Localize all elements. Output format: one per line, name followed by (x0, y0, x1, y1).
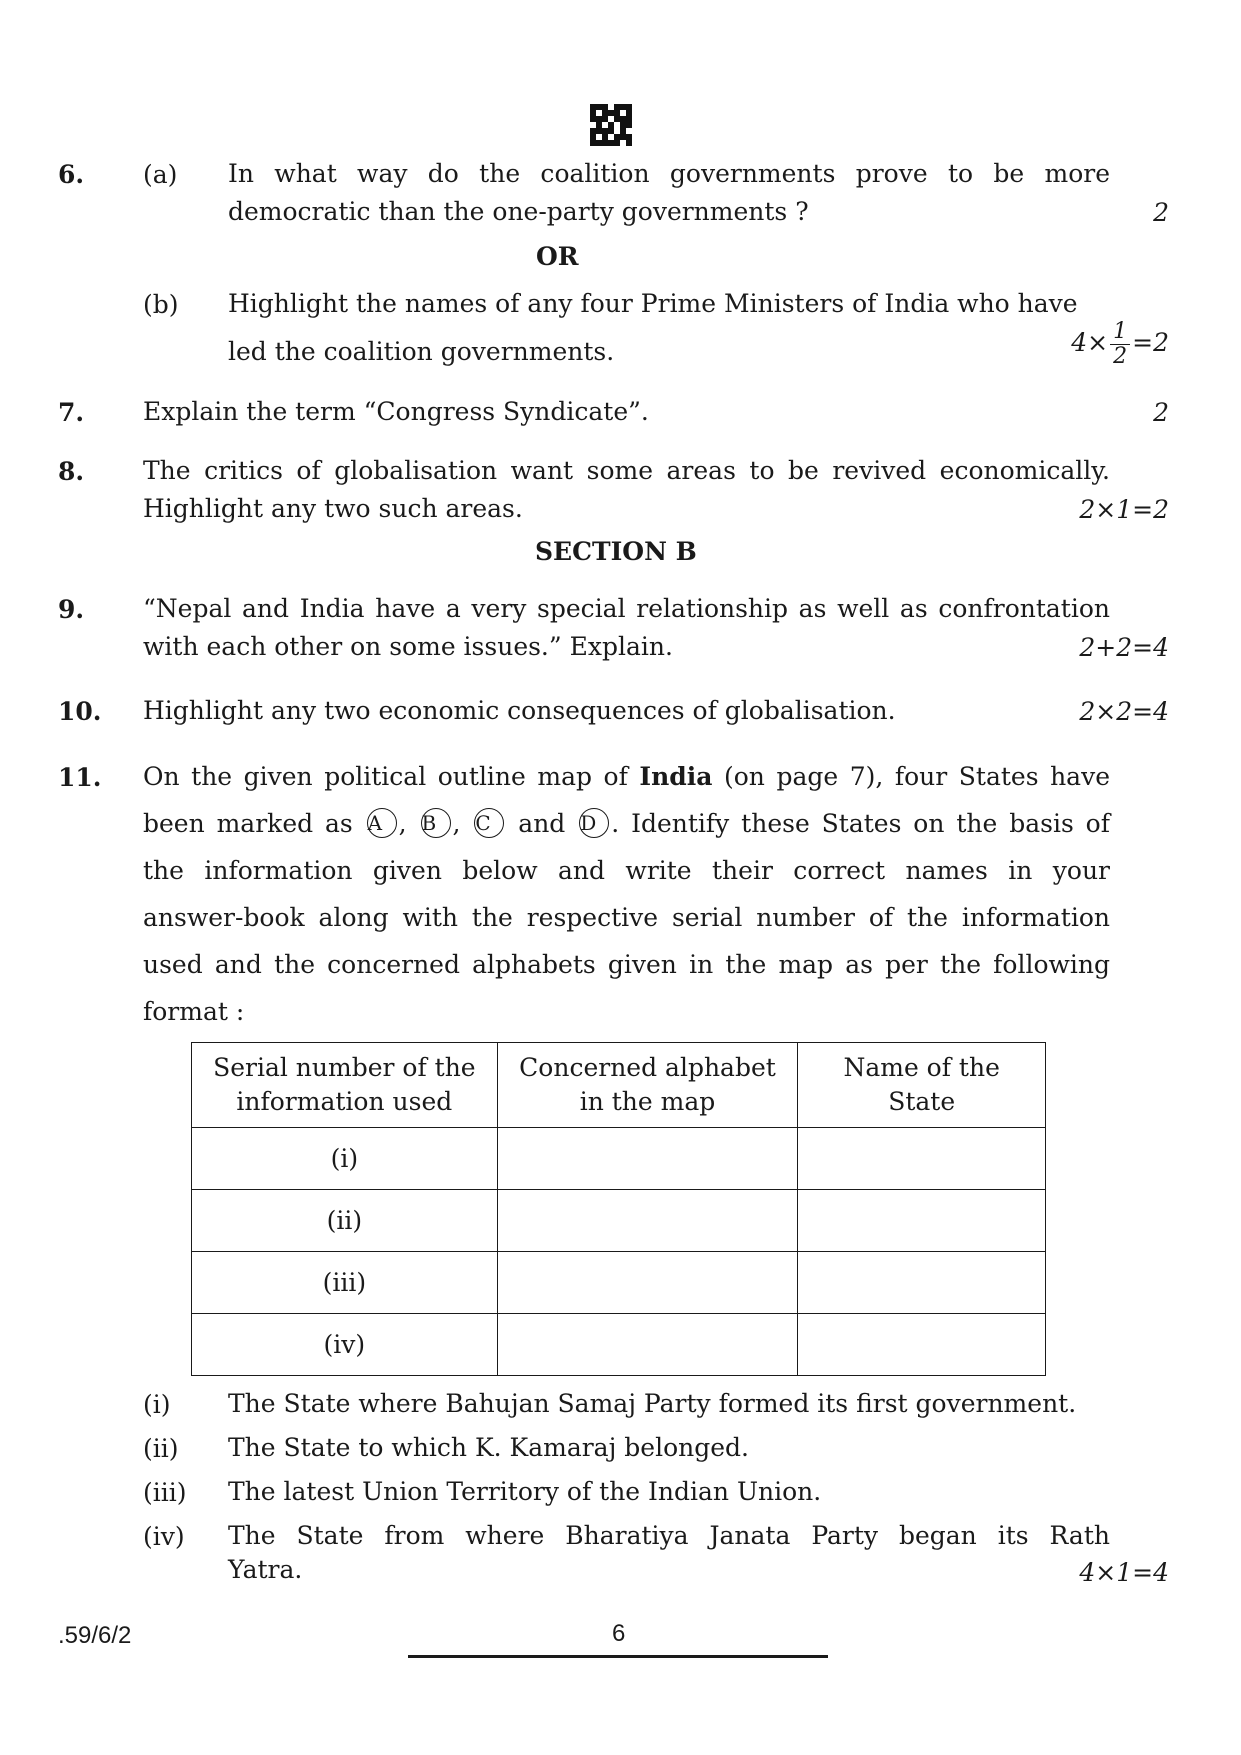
question-6b-line1: Highlight the names of any four Prime Ministers of India who have (228, 289, 1078, 318)
marks-prefix: 4× (1071, 328, 1109, 357)
item-ii-number: (ii) (143, 1434, 179, 1463)
table-cell-empty (497, 1190, 798, 1252)
question-8-line1: The critics of globalisation want some areas to be revived economically. (143, 456, 1110, 485)
item-iii-text: The latest Union Territory of the Indian Union. (228, 1477, 822, 1506)
question-10-marks: 2×2=4 (1079, 697, 1169, 726)
question-6a-line1: In what way do the coalition governments prove to be more (228, 159, 1110, 188)
or-separator: OR (536, 242, 579, 271)
table-header-serial (192, 1043, 498, 1128)
question-11-line1 (143, 758, 1110, 796)
header-line: Name of the (843, 1053, 1000, 1082)
question-11-marks: 4×1=4 (1079, 1558, 1169, 1587)
question-11-line3: the information given below and write their correct names in your (143, 856, 1110, 885)
table-cell-empty (798, 1128, 1046, 1190)
table-cell-empty (497, 1128, 798, 1190)
table-row (192, 1314, 1046, 1376)
header-line: information used (236, 1087, 453, 1116)
marks-fraction (1110, 320, 1130, 369)
item-iii-number: (iii) (143, 1478, 187, 1507)
item-i-number: (i) (143, 1390, 171, 1419)
fraction-numerator: 1 (1110, 320, 1130, 345)
table-row (192, 1128, 1046, 1190)
table-row (192, 1252, 1046, 1314)
question-6-number: 6. (58, 160, 85, 189)
paper-code: .59/6/2 (58, 1622, 132, 1649)
item-iv-text-line2: Yatra. (228, 1555, 303, 1584)
question-6b-label: (b) (143, 290, 179, 319)
q11-line1-pre: On the given political outline map of (143, 762, 640, 791)
page-number: 6 (612, 1620, 626, 1647)
question-9-number: 9. (58, 595, 85, 624)
footer-rule (408, 1655, 828, 1658)
question-8-marks: 2×1=2 (1079, 495, 1169, 524)
question-10-number: 10. (58, 697, 102, 726)
table-cell-empty (497, 1252, 798, 1314)
question-9-line1: “Nepal and India have a very special relationship as well as confrontation (143, 594, 1110, 623)
fraction-denominator: 2 (1113, 344, 1128, 369)
q11-separator: , (398, 809, 419, 838)
qr-code (590, 104, 632, 146)
question-7-number: 7. (58, 398, 85, 427)
question-6a-label: (a) (143, 160, 178, 189)
q11-line2-post: . Identify these States on the basis of (611, 809, 1110, 838)
circled-d-marker: D (579, 808, 609, 838)
table-cell-serial: (i) (192, 1128, 498, 1190)
section-b-heading: SECTION B (535, 537, 697, 566)
table-cell-serial: (iii) (192, 1252, 498, 1314)
question-11-line5: used and the concerned alphabets given in the map as per the following (143, 950, 1110, 979)
header-line: in the map (579, 1087, 716, 1116)
question-8-line2: Highlight any two such areas. (143, 494, 523, 523)
question-7-text: Explain the term “Congress Syndicate”. (143, 397, 649, 426)
question-11-line6: format : (143, 997, 245, 1026)
question-6b-line2: led the coalition governments. (228, 337, 615, 366)
item-iv-number: (iv) (143, 1522, 185, 1551)
circled-a-marker: A (367, 808, 397, 838)
q11-india-bold: India (639, 762, 713, 791)
q11-separator: and (506, 809, 578, 838)
item-ii-text: The State to which K. Kamaraj belonged. (228, 1433, 749, 1462)
table-header-alphabet (497, 1043, 798, 1128)
question-9-line2: with each other on some issues.” Explain. (143, 632, 673, 661)
question-8-number: 8. (58, 457, 85, 486)
circled-b-marker: B (421, 808, 451, 838)
question-9-marks: 2+2=4 (1079, 633, 1169, 662)
question-6a-marks: 2 (1153, 198, 1169, 227)
item-i-text: The State where Bahujan Samaj Party formed its first government. (228, 1389, 1077, 1418)
header-line: State (888, 1087, 956, 1116)
table-cell-empty (497, 1314, 798, 1376)
question-6a-line2: democratic than the one-party governments ? (228, 197, 809, 226)
table-header-state (798, 1043, 1046, 1128)
item-iv-text-line1: The State from where Bharatiya Janata Party began its Rath (228, 1521, 1110, 1550)
question-11-number: 11. (58, 763, 102, 792)
table-row (192, 1190, 1046, 1252)
header-line: Serial number of the (213, 1053, 476, 1082)
question-11-line2 (143, 805, 1110, 843)
table-cell-serial: (iv) (192, 1314, 498, 1376)
table-cell-empty (798, 1314, 1046, 1376)
q11-separator: , (452, 809, 473, 838)
table-cell-serial: (ii) (192, 1190, 498, 1252)
question-11-line4: answer-book along with the respective serial number of the information (143, 903, 1110, 932)
header-line: Concerned alphabet (519, 1053, 776, 1082)
question-7-marks: 2 (1153, 398, 1169, 427)
table-cell-empty (798, 1252, 1046, 1314)
q11-line2-pre: been marked as (143, 809, 365, 838)
answer-format-table (191, 1042, 1046, 1376)
table-header-row (192, 1043, 1046, 1128)
circled-c-marker: C (474, 808, 504, 838)
question-6b-marks (1071, 320, 1169, 369)
marks-suffix: =2 (1132, 328, 1169, 357)
table-cell-empty (798, 1190, 1046, 1252)
question-10-text: Highlight any two economic consequences of globalisation. (143, 696, 896, 725)
q11-line1-post: (on page 7), four States have (712, 762, 1110, 791)
